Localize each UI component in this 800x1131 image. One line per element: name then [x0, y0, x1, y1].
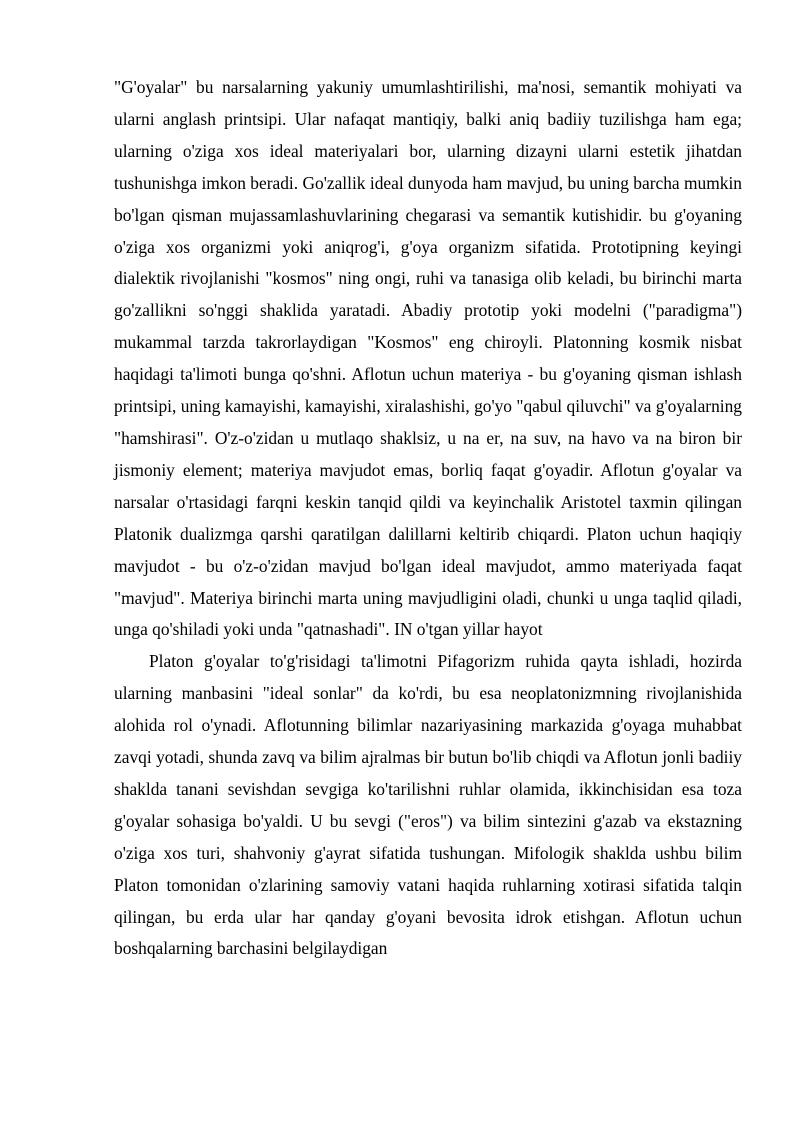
- paragraph-2: Platon g'oyalar to'g'risidagi ta'limotni Pifagorizm ruhida qayta ishladi, hozirda ularning manbasini "ideal sonlar" da ko'rdi, bu esa neoplatonizmning rivojlanishida alohida rol o'ynadi. Aflotunning bilimlar nazariyasining markazida g'oyaga muhabbat zavqi yotadi, shunda zavq va bilim ajralmas bir butun bo'lib chiqdi va Aflotun jonli badiiy shaklda tanani sevishdan sevgiga ko'tarilishni ruhlar olamida, ikkinchisidan esa toza g'oyalar sohasiga bo'yaldi. U bu sevgi ("eros") va bilim sintezini g'azab va ekstazning o'ziga xos turi, shahvoniy g'ayrat sifatida tushungan. Mifologik shaklda ushbu bilim Platon tomonidan o'zlarining samoviy vatani haqida ruhlarning xotirasi sifatida talqin qilingan, bu erda ular har qanday g'oyani bevosita idrok etishgan. Aflotun uchun boshqalarning barchasini belgilaydigan: [114, 651, 742, 959]
- paragraph-1: "G'oyalar" bu narsalarning yakuniy umumlashtirilishi, ma'nosi, semantik mohiyati va ularni anglash printsipi. Ular nafaqat mantiqiy, balki aniq badiiy tuzilishga ham ega; ularning o'ziga xos ideal materiyalari bor, ularning dizayni ularni estetik jihatdan tushunishga imkon beradi. Go'zallik ideal dunyoda ham mavjud, bu uning barcha mumkin bo'lgan qisman mujassamlashuvlarining chegarasi va semantik kutishidir. bu g'oyaning o'ziga xos organizmi yoki aniqrog'i, g'oya organizm sifatida. Prototipning keyingi dialektik rivojlanishi "kosmos" ning ongi, ruhi va tanasiga olib keladi, bu birinchi marta go'zallikni so'nggi shaklida yaratadi. Abadiy prototip yoki modelni ("paradigma") mukammal tarzda takrorlaydigan "Kosmos" eng chiroyli. Platonning kosmik nisbat haqidagi ta'limoti bunga qo'shni. Aflotun uchun materiya - bu g'oyaning qisman ishlash printsipi, uning kamayishi, kamayishi, xiralashishi, go'yo "qabul qiluvchi" va g'oyalarning "hamshirasi". O'z-o'zidan u mutlaqo shaklsiz, u na er, na suv, na havo va na biron bir jismoniy element; materiya mavjudot emas, borliq faqat g'oyadir. Aflotun g'oyalar va narsalar o'rtasidagi farqni keskin tanqid qildi va keyinchalik Aristotel taxmin qilingan Platonik dualizmga qarshi qaratilgan dalillarni keltirib chiqardi. Platon uchun haqiqiy mavjudot - bu o'z-o'zidan mavjud bo'lgan ideal mavjudot, ammo materiyada faqat "mavjud". Materiya birinchi marta uning mavjudligini oladi, chunki u unga taqlid qiladi, unga qo'shiladi yoki unda "qatnashadi". IN o'tgan yillar hayot: [114, 77, 742, 640]
- document-page: [114, 72, 742, 965]
